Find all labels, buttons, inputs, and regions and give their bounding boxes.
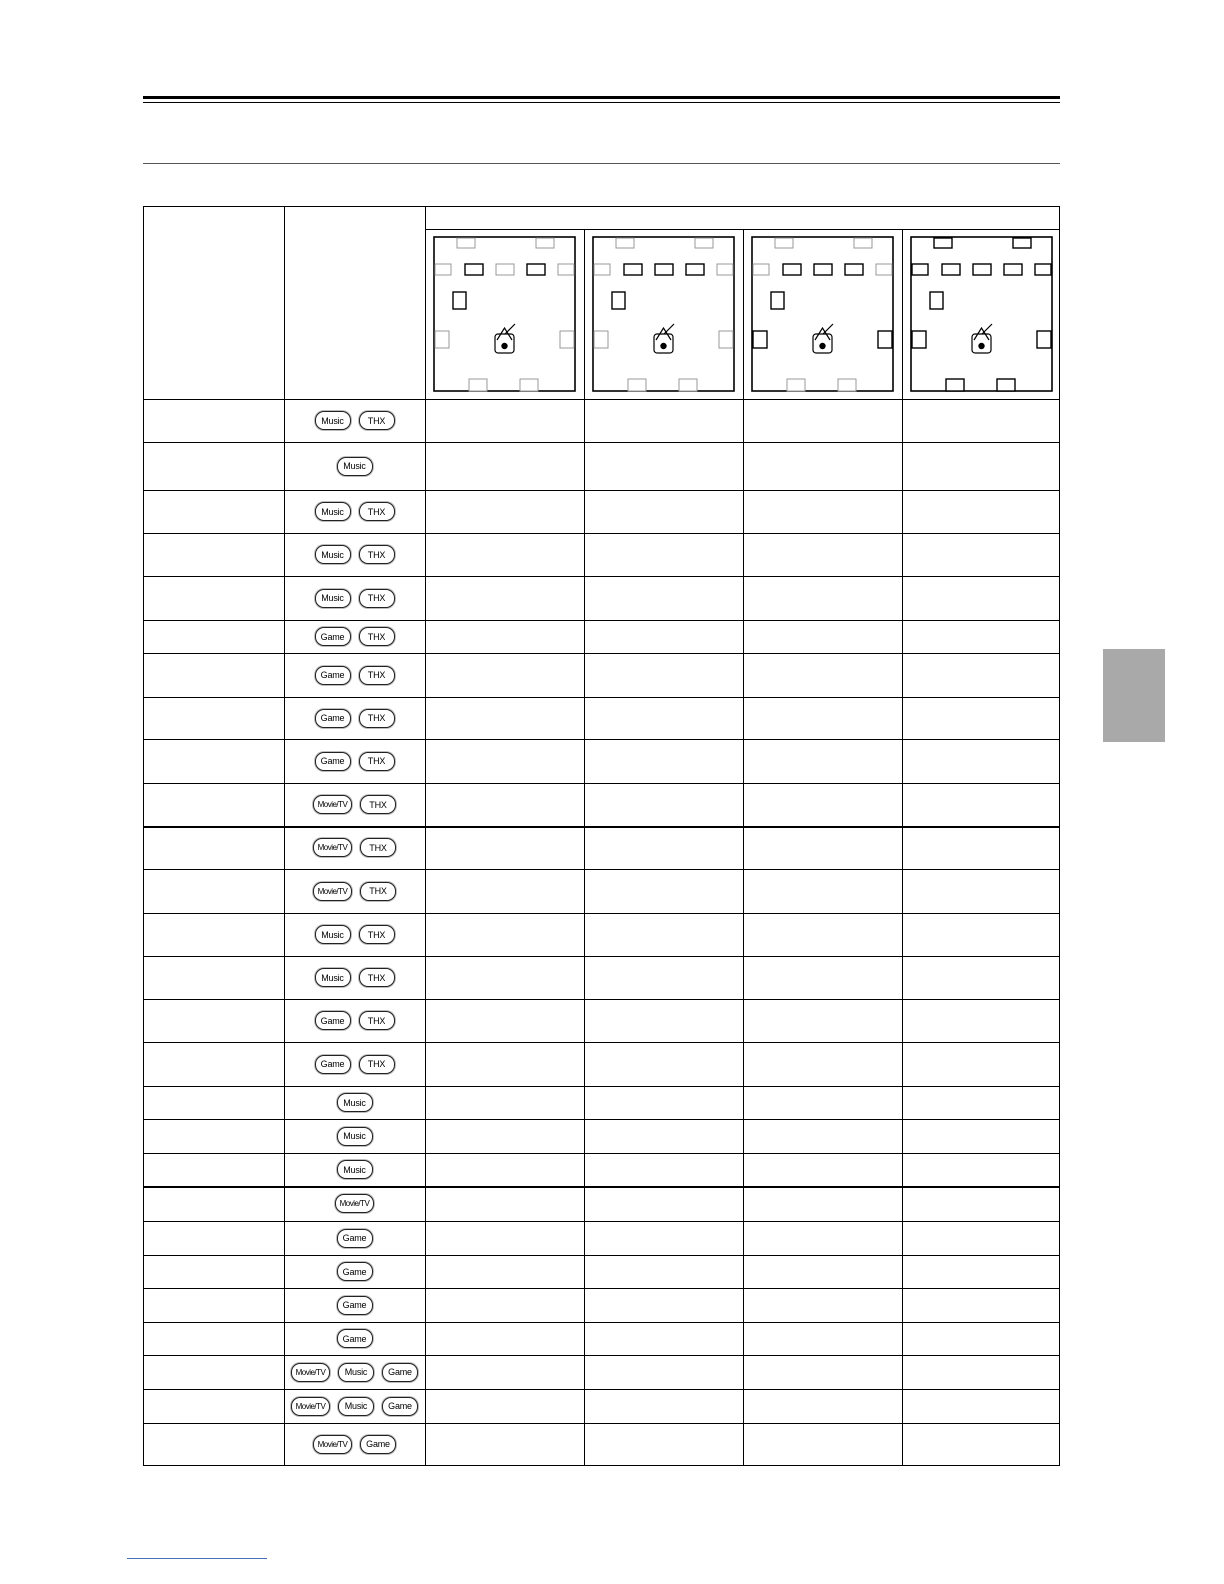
row-divider	[144, 490, 1059, 491]
footer-link-underline[interactable]	[127, 1558, 267, 1559]
front-right-speaker-icon	[686, 264, 704, 275]
front-left-speaker-icon	[465, 264, 483, 275]
row-divider	[144, 442, 1059, 443]
thx-button-icon: THX	[359, 545, 395, 564]
front-wide-speaker-icon	[1035, 264, 1051, 275]
movie-tv-button-icon: Movie/TV	[313, 882, 352, 901]
remote-buttons-cell	[284, 442, 425, 490]
row-divider	[144, 697, 1059, 698]
front-high-speaker-icon	[695, 238, 713, 248]
center-speaker-icon	[973, 264, 991, 275]
header-rule-thick	[143, 96, 1060, 99]
speaker-diagram-svg	[592, 236, 735, 392]
surround-right-speaker-icon	[560, 331, 574, 348]
front-left-speaker-icon	[624, 264, 642, 275]
remote-buttons-cell	[284, 913, 425, 956]
row-divider	[144, 956, 1059, 957]
game-button-icon: Game	[337, 1229, 373, 1248]
music-button-icon: Music	[337, 457, 373, 476]
row-divider	[144, 533, 1059, 534]
front-wide-speaker-icon	[594, 264, 610, 275]
front-right-speaker-icon	[845, 264, 863, 275]
music-button-icon: Music	[315, 411, 351, 430]
center-speaker-icon	[655, 264, 673, 275]
thx-button-icon: THX	[359, 1011, 395, 1030]
movie-tv-button-icon: Movie/TV	[291, 1363, 330, 1382]
remote-buttons-cell	[284, 1042, 425, 1086]
front-high-speaker-icon	[854, 238, 872, 248]
room-outline	[434, 237, 575, 391]
game-button-icon: Game	[315, 666, 351, 685]
front-left-speaker-icon	[783, 264, 801, 275]
front-wide-speaker-icon	[753, 264, 769, 275]
front-high-speaker-icon	[934, 238, 952, 248]
subwoofer-icon	[930, 292, 943, 309]
speaker-diagram-svg	[433, 236, 576, 392]
front-wide-speaker-icon	[717, 264, 733, 275]
music-button-icon: Music	[338, 1397, 374, 1416]
speaker-layout-diagram	[751, 236, 894, 392]
remote-buttons-cell	[284, 826, 425, 869]
speaker-layout-diagram	[592, 236, 735, 392]
row-divider	[144, 1042, 1059, 1043]
music-button-icon: Music	[315, 968, 351, 987]
music-button-icon: Music	[315, 925, 351, 944]
row-divider	[144, 653, 1059, 654]
subwoofer-icon	[771, 292, 784, 309]
col-divider	[584, 229, 585, 1465]
room-outline	[752, 237, 893, 391]
surround-right-speaker-icon	[719, 331, 733, 348]
subwoofer-icon	[453, 292, 466, 309]
game-button-icon: Game	[382, 1397, 418, 1416]
thx-button-icon: THX	[359, 502, 395, 521]
game-button-icon: Game	[337, 1262, 373, 1281]
front-wide-speaker-icon	[435, 264, 451, 275]
remote-buttons-cell	[284, 697, 425, 739]
game-button-icon: Game	[315, 627, 351, 646]
row-divider	[144, 739, 1059, 740]
front-right-speaker-icon	[527, 264, 545, 275]
thx-button-icon: THX	[359, 968, 395, 987]
front-high-speaker-icon	[457, 238, 475, 248]
speaker-layout-diagram	[433, 236, 576, 392]
movie-tv-button-icon: Movie/TV	[335, 1194, 374, 1213]
row-divider	[144, 1423, 1059, 1424]
remote-buttons-cell	[284, 1221, 425, 1255]
game-button-icon: Game	[337, 1329, 373, 1348]
front-high-speaker-icon	[616, 238, 634, 248]
remote-buttons-cell	[284, 1186, 425, 1221]
thx-button-icon: THX	[360, 795, 396, 814]
music-button-icon: Music	[337, 1160, 373, 1179]
thx-button-icon: THX	[359, 925, 395, 944]
remote-buttons-cell	[284, 739, 425, 783]
row-divider	[144, 913, 1059, 914]
game-button-icon: Game	[360, 1435, 396, 1454]
remote-buttons-cell	[284, 576, 425, 620]
thx-button-icon: THX	[359, 627, 395, 646]
row-divider	[144, 1255, 1059, 1256]
col-divider	[743, 229, 744, 1465]
movie-tv-button-icon: Movie/TV	[313, 795, 352, 814]
surround-back-speaker-icon	[520, 379, 538, 391]
surround-back-speaker-icon	[787, 379, 805, 391]
music-button-icon: Music	[315, 545, 351, 564]
room-outline	[593, 237, 734, 391]
game-button-icon: Game	[382, 1363, 418, 1382]
music-button-icon: Music	[337, 1093, 373, 1112]
remote-buttons-cell	[284, 1322, 425, 1355]
thx-button-icon: THX	[359, 589, 395, 608]
remote-buttons-cell	[284, 653, 425, 697]
remote-buttons-cell	[284, 1288, 425, 1322]
thx-button-icon: THX	[360, 882, 396, 901]
surround-right-speaker-icon	[1037, 331, 1051, 348]
front-right-speaker-icon	[1004, 264, 1022, 275]
room-outline	[911, 237, 1052, 391]
remote-buttons-cell	[284, 1086, 425, 1119]
col-divider	[902, 229, 903, 1465]
speaker-diagram-svg	[751, 236, 894, 392]
col-divider	[425, 207, 426, 1465]
front-wide-speaker-icon	[912, 264, 928, 275]
front-left-speaker-icon	[942, 264, 960, 275]
remote-buttons-cell	[284, 1355, 425, 1389]
movie-tv-button-icon: Movie/TV	[313, 1435, 352, 1454]
row-divider	[144, 399, 1059, 400]
row-divider	[144, 1186, 1059, 1188]
surround-back-speaker-icon	[997, 379, 1015, 391]
thx-button-icon: THX	[360, 838, 396, 857]
row-divider	[144, 1119, 1059, 1120]
thx-button-icon: THX	[359, 411, 395, 430]
header-rule-thin	[143, 102, 1060, 103]
speaker-layout-diagram	[910, 236, 1053, 392]
remote-buttons-cell	[284, 490, 425, 533]
remote-buttons-cell	[284, 533, 425, 576]
center-speaker-icon	[496, 264, 514, 275]
remote-buttons-cell	[284, 1255, 425, 1288]
surround-left-speaker-icon	[594, 331, 608, 348]
row-divider	[144, 1288, 1059, 1289]
music-button-icon: Music	[315, 589, 351, 608]
remote-buttons-cell	[284, 1423, 425, 1465]
row-divider	[144, 783, 1059, 784]
header-subdivider	[425, 229, 1059, 230]
surround-back-speaker-icon	[946, 379, 964, 391]
front-wide-speaker-icon	[558, 264, 574, 275]
surround-back-speaker-icon	[679, 379, 697, 391]
thx-button-icon: THX	[359, 752, 395, 771]
row-divider	[144, 1221, 1059, 1222]
music-button-icon: Music	[315, 502, 351, 521]
row-divider	[144, 1355, 1059, 1356]
row-divider	[144, 1153, 1059, 1154]
movie-tv-button-icon: Movie/TV	[291, 1397, 330, 1416]
remote-buttons-cell	[284, 620, 425, 653]
surround-back-speaker-icon	[628, 379, 646, 391]
surround-back-speaker-icon	[838, 379, 856, 391]
thx-button-icon: THX	[359, 666, 395, 685]
game-button-icon: Game	[315, 1011, 351, 1030]
remote-buttons-cell	[284, 956, 425, 999]
game-button-icon: Game	[315, 1055, 351, 1074]
row-divider	[144, 999, 1059, 1000]
thx-button-icon: THX	[359, 1055, 395, 1074]
game-button-icon: Game	[337, 1296, 373, 1315]
front-high-speaker-icon	[536, 238, 554, 248]
remote-buttons-cell	[284, 999, 425, 1042]
remote-buttons-cell	[284, 869, 425, 913]
surround-left-speaker-icon	[435, 331, 449, 348]
speaker-diagram-svg	[910, 236, 1053, 392]
surround-left-speaker-icon	[753, 331, 767, 348]
row-divider	[144, 869, 1059, 870]
remote-buttons-cell	[284, 399, 425, 442]
movie-tv-button-icon: Movie/TV	[313, 838, 352, 857]
section-rule	[143, 163, 1060, 164]
music-button-icon: Music	[337, 1127, 373, 1146]
thx-button-icon: THX	[359, 709, 395, 728]
remote-buttons-cell	[284, 1119, 425, 1153]
front-high-speaker-icon	[1013, 238, 1031, 248]
front-high-speaker-icon	[775, 238, 793, 248]
surround-back-speaker-icon	[469, 379, 487, 391]
remote-buttons-cell	[284, 1389, 425, 1423]
row-divider	[144, 576, 1059, 577]
remote-buttons-cell	[284, 783, 425, 826]
music-button-icon: Music	[338, 1363, 374, 1382]
center-speaker-icon	[814, 264, 832, 275]
row-divider	[144, 1322, 1059, 1323]
surround-right-speaker-icon	[878, 331, 892, 348]
chapter-side-tab	[1103, 649, 1165, 742]
row-divider	[144, 620, 1059, 621]
subwoofer-icon	[612, 292, 625, 309]
game-button-icon: Game	[315, 709, 351, 728]
game-button-icon: Game	[315, 752, 351, 771]
row-divider	[144, 1086, 1059, 1087]
remote-buttons-cell	[284, 1153, 425, 1186]
front-wide-speaker-icon	[876, 264, 892, 275]
listening-mode-table	[143, 206, 1060, 1466]
surround-left-speaker-icon	[912, 331, 926, 348]
row-divider	[144, 1389, 1059, 1390]
row-divider	[144, 826, 1059, 828]
